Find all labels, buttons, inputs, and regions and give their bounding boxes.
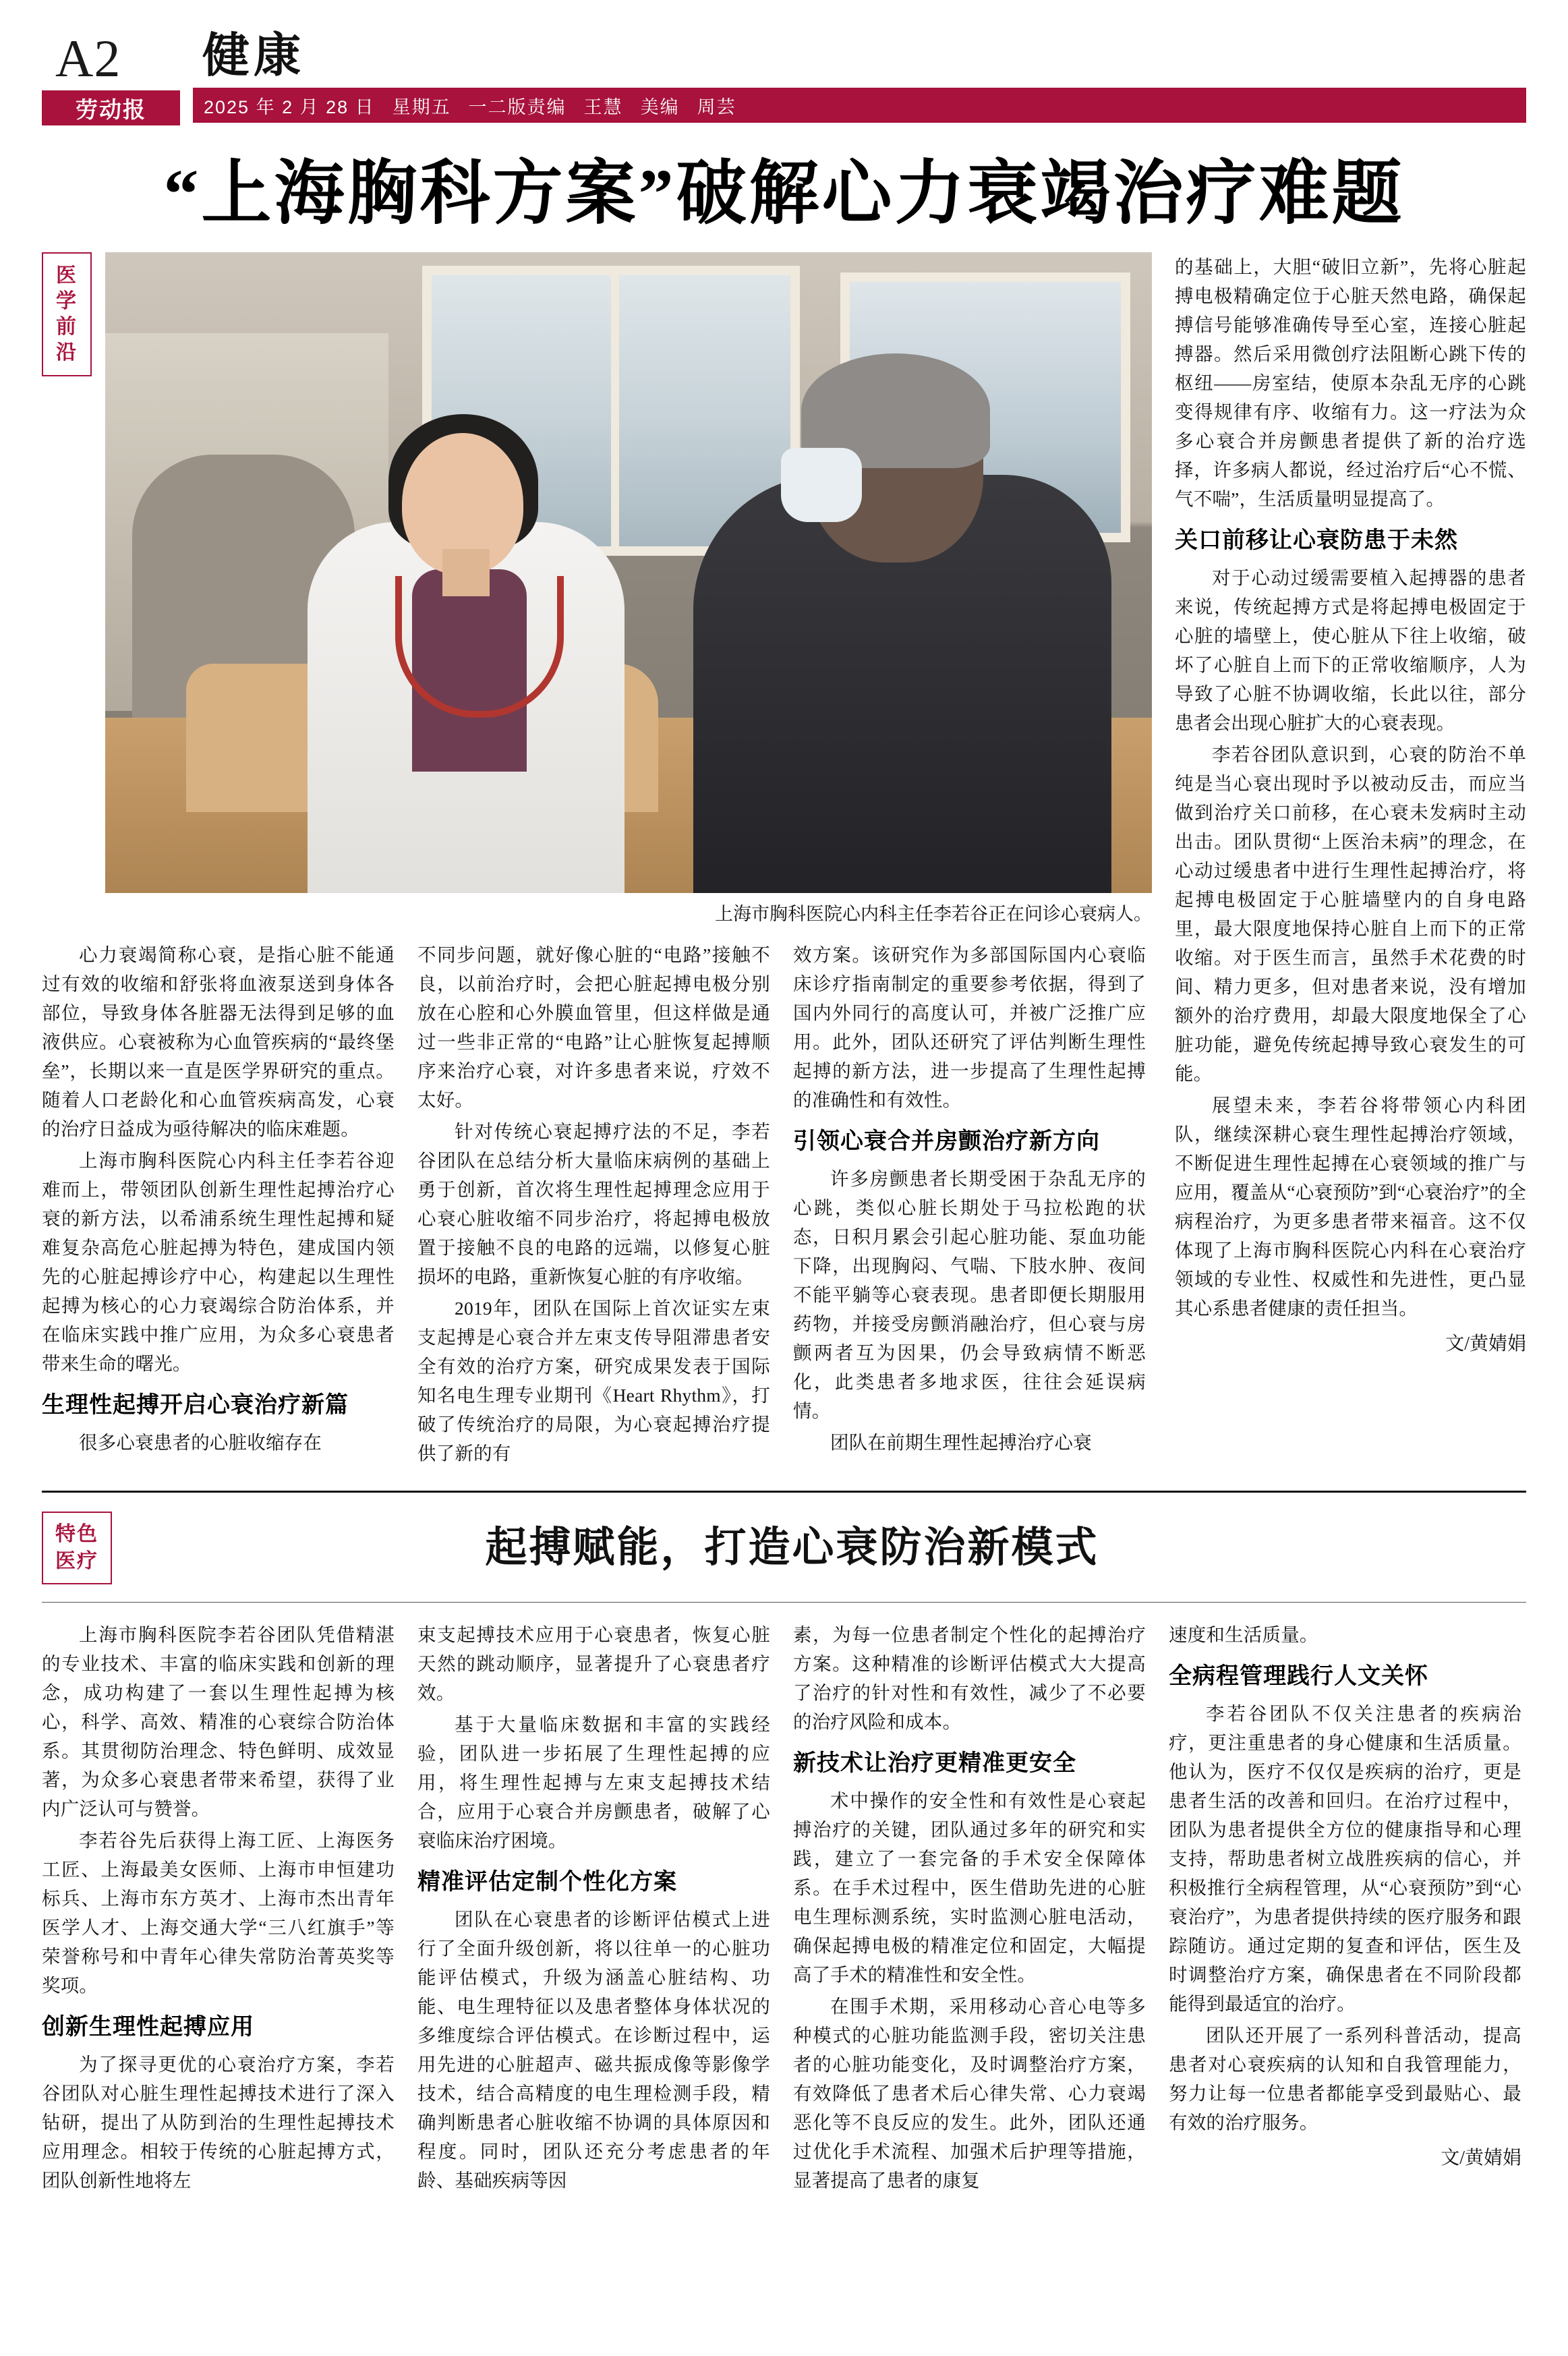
paragraph: 2019年，团队在国际上首次证实左束支起搏是心衰合并左束支传导阻滞患者安全有效的治疗方案，研究成果发表于国际知名电生理专业期刊《Heart Rhythm》，打破了传统治疗的局限，为心衰起搏治疗提供了新的有 — [417, 1298, 770, 1464]
feature-byline: 文/黄婧娟 — [1441, 2148, 1521, 2168]
section-title: 健康 — [202, 30, 305, 82]
paragraph: 速度和生活质量。 — [1169, 1624, 1318, 1645]
paragraph: 李若谷团队不仅关注患者的疾病治疗，更注重患者的身心健康和生活质量。他认为，医疗不仅仅是疾病的治疗，更是患者生活的改善和回归。在治疗过程中，团队为患者提供全方位的健康指导和心理支持，帮助患者树立战胜疾病的信心，并积极推行全病程管理，从“心衰预防”到“心衰治疗”，为患者提供持续的医疗服务和跟踪随访。通过定期的复查和评估，医生及时调整治疗方案，确保患者在不同阶段都能得到最适宜的治疗。 — [1169, 1703, 1521, 2014]
paragraph: 展望未来，李若谷将带领心内科团队，继续深耕心衰生理性起搏治疗领域，不断促进生理性起搏在心衰领域的推广与应用，覆盖从“心衰预防”到“心衰治疗”的全病程治疗，为更多患者带来福音。这不仅体现了上海市胸科医院心内科在心衰治疗领域的专业性、权威性和先进性，更凸显其心系患者健康的责任担当。 — [1175, 1095, 1526, 1319]
section-divider — [42, 1491, 1526, 1493]
masthead — [42, 30, 1526, 131]
art-editor-label: 美编 — [640, 96, 680, 117]
issue-weekday: 星期五 — [392, 96, 451, 117]
article-photo — [105, 252, 1152, 893]
editor-name: 王慧 — [583, 96, 623, 117]
paragraph: 很多心衰患者的心脏收缩存在 — [79, 1432, 322, 1453]
feature-column-2 — [417, 1620, 770, 2197]
paragraph: 在围手术期，采用移动心音心电等多种模式的心脏功能监测手段，密切关注患者的心脏功能变化，及时调整治疗方案，有效降低了患者术后心律失常、心力衰竭恶化等不良反应的发生。此外，团队还通过优化手术流程、加强术后护理等措施，显著提高了患者的康复 — [793, 1996, 1146, 2191]
article-main — [42, 252, 1526, 1470]
paragraph: 基于大量临床数据和丰富的实践经验，团队进一步拓展了生理性起搏的应用，将生理性起搏与左束支起搏技术结合，应用于心衰合并房颤患者，破解了心衰临床治疗困境。 — [417, 1714, 770, 1851]
paragraph: 上海市胸科医院李若谷团队凭借精湛的专业技术、丰富的临床实践和创新的理念，成功构建了一套以生理性起搏为核心，科学、高效、精准的心衰综合防治体系。其贯彻防治理念、特色鲜明、成效显著，为众多心衰患者带来希望，获得了业内广泛认可与赞誉。 — [42, 1624, 395, 1819]
art-editor-name: 周芸 — [697, 96, 736, 117]
paragraph: 为了探寻更优的心衰治疗方案，李若谷团队对心脏生理性起搏技术进行了深入钻研，提出了从防到治的生理性起搏技术应用理念。相较于传统的心脏起搏方式，团队创新性地将左 — [42, 2054, 395, 2191]
article-column-4 — [1175, 252, 1526, 1359]
article-byline: 文/黄婧娟 — [1445, 1333, 1526, 1354]
article-column-3 — [793, 940, 1146, 1470]
subheading-af-treatment: 引领心衰合并房颤治疗新方向 — [793, 1129, 1100, 1154]
article-headline: “上海胸科方案”破解心力衰竭治疗难题 — [163, 155, 1405, 233]
photo-doctor-neck — [442, 549, 490, 596]
paragraph: 束支起搏技术应用于心衰患者，恢复心脏天然的跳动顺序，显著提升了心衰患者疗效。 — [417, 1624, 770, 1703]
article-column-2 — [417, 940, 770, 1470]
paragraph: 不同步问题，就好像心脏的“电路”接触不良，以前治疗时，会把心脏起搏电极分别放在心腔和心外膜血管里，但这样做是通过一些非正常的“电路”让心脏恢复起搏顺序来治疗心衰，对许多患者来说，疗效不太好。 — [417, 944, 770, 1110]
page-number: A2 — [55, 29, 121, 88]
subheading-physiologic-pacing: 生理性起搏开启心衰治疗新篇 — [42, 1393, 349, 1418]
paragraph: 李若谷先后获得上海工匠、上海医务工匠、上海最美女医师、上海市申恒建功标兵、上海市东方英才、上海市杰出青年医学人才、上海交通大学“三八红旗手”等荣誉称号和中青年心律失常防治菁英奖等奖项。 — [42, 1830, 395, 1996]
photo-caption: 上海市胸科医院心内科主任李若谷正在问诊心衰病人。 — [715, 904, 1152, 924]
masthead-meta — [193, 88, 1526, 123]
feature-divider — [42, 1602, 1526, 1603]
feature-column-1 — [42, 1620, 395, 2197]
article-column-1 — [42, 940, 395, 1470]
article-feature — [42, 1512, 1526, 2197]
subheading-prevention: 关口前移让心衰防患于未然 — [1175, 528, 1458, 553]
paragraph: 对于心动过缓需要植入起搏器的患者来说，传统起搏方式是将起搏电极固定于心脏的墙壁上，使心脏从下往上收缩，破坏了心脏自上而下的正常收缩顺序，人为导致了心脏不协调收缩，长此以往，部分患者会出现心脏扩大的心衰表现。 — [1175, 567, 1526, 733]
paragraph: 团队在前期生理性起搏治疗心衰 — [830, 1432, 1092, 1453]
photo-row — [42, 252, 1152, 893]
newspaper-logo: 劳动报 — [42, 90, 180, 125]
section-badge-frontier: 医学前沿 — [42, 252, 92, 376]
paragraph: 针对传统心衰起搏疗法的不足，李若谷团队在总结分析大量临床病例的基础上勇于创新，首次将生理性起搏理念应用于心衰心脏收缩不同步治疗，将起搏电极放置于接触不良的电路的远端，以修复心脏损坏的电路，重新恢复心脏的有序收缩。 — [417, 1121, 770, 1287]
article-left-block — [42, 252, 1152, 1470]
feature-column-3 — [793, 1620, 1146, 2197]
subheading-whole-course-care: 全病程管理践行人文关怀 — [1169, 1664, 1428, 1689]
paragraph: 心力衰竭简称心衰，是指心脏不能通过有效的收缩和舒张将血液泵送到身体各部位，导致身体各脏器无法得到足够的血液供应。心衰被称为心血管疾病的“最终堡垒”，长期以来一直是医学界研究的重点。随着人口老龄化和心血管疾病高发，心衰的治疗日益成为亟待解决的临床难题。 — [42, 944, 395, 1139]
section-badge-specialty: 特色医疗 — [42, 1512, 112, 1584]
masthead-left — [42, 30, 193, 131]
subheading-assessment: 精准评估定制个性化方案 — [417, 1870, 677, 1895]
feature-columns — [42, 1620, 1526, 2197]
paragraph: 李若谷团队意识到，心衰的防治不单纯是当心衰出现时予以被动反击，而应当做到治疗关口前移，在心衰未发病时主动出击。团队贯彻“上医治未病”的理念，在心动过缓患者中进行生理性起搏治疗，将起搏电极固定于心脏墙壁内的自身电路里，最大限度地保持心脏自上而下的正常收缩。对于医生而言，虽然手术花费的时间、精力更多，但对患者来说，没有增加额外的治疗费用，却最大限度地保全了心脏功能，避免传统起搏导致心衰发生的可能。 — [1175, 744, 1526, 1084]
masthead-right — [193, 30, 1526, 131]
feature-header — [42, 1512, 1526, 1584]
paragraph: 团队在心衰患者的诊断评估模式上进行了全面升级创新，将以往单一的心脏功能评估模式，升级为涵盖心脏结构、功能、电生理特征以及患者整体身体状况的多维度综合评估模式。在诊断过程中，运用先进的心脏超声、磁共振成像等影像学技术，结合高精度的电生理检测手段，精确判断患者心脏收缩不协调的具体原因和程度。同时，团队还充分考虑患者的年龄、基础疾病等因 — [417, 1909, 770, 2191]
paragraph: 效方案。该研究作为多部国际国内心衰临床诊疗指南制定的重要参考依据，得到了国内外同行的高度认可，并被广泛推广应用。此外，团队还研究了评估判断生理性起搏的新方法，进一步提高了生理性起搏的准确性和有效性。 — [793, 944, 1146, 1110]
paragraph: 术中操作的安全性和有效性是心衰起搏治疗的关键，团队通过多年的研究和实践，建立了一套完备的手术安全保障体系。在手术过程中，医生借助先进的心脏电生理标测系统，实时监测心脏电活动，确保起搏电极的精准定位和固定，大幅提高了手术的精准性和安全性。 — [793, 1790, 1146, 1985]
article-text-columns — [42, 940, 1152, 1470]
paragraph: 团队还开展了一系列科普活动，提高患者对心衰疾病的认知和自我管理能力，努力让每一位患者都能享受到最贴心、最有效的治疗服务。 — [1169, 2025, 1521, 2133]
face-mask-icon — [781, 448, 862, 522]
edition-label: 一二版责编 — [468, 96, 567, 117]
paragraph: 素，为每一位患者制定个性化的起搏治疗方案。这种精准的诊断评估模式大大提高了治疗的针对性和有效性，减少了不必要的治疗风险和成本。 — [793, 1624, 1146, 1732]
subheading-innovation: 创新生理性起搏应用 — [42, 2015, 254, 2040]
issue-date: 2025 年 2 月 28 日 — [204, 96, 375, 117]
paragraph: 上海市胸科医院心内科主任李若谷迎难而上，带领团队创新生理性起搏治疗心衰的新方法，以希浦系统生理性起搏和疑难复杂高危心脏起搏为特色，建成国内领先的心脏起搏诊疗中心，构建起以生理性起搏为核心的心力衰竭综合防治体系，并在临床实践中推广应用，为众多心衰患者带来生命的曙光。 — [42, 1150, 395, 1374]
feature-title: 起搏赋能，打造心衰防治新模式 — [485, 1525, 1099, 1571]
paragraph: 的基础上，大胆“破旧立新”，先将心脏起搏电极精确定位于心脏天然电路，确保起搏信号能够准确传导至心室，连接心脏起搏器。然后采用微创疗法阻断心跳下传的枢纽——房室结，使原本杂乱无序的心跳变得规律有序、收缩有力。这一疗法为众多心衰合并房颤患者提供了新的治疗选择，许多病人都说，经过治疗后“心不慌、气不喘”，生活质量明显提高了。 — [1175, 256, 1526, 509]
feature-column-4 — [1169, 1620, 1521, 2197]
subheading-new-technology: 新技术让治疗更精准更安全 — [793, 1751, 1076, 1776]
paragraph: 许多房颤患者长期受困于杂乱无序的心跳，类似心脏长期处于马拉松跑的状态，日积月累会引起心脏功能、泵血功能下降，出现胸闷、气喘、下肢水肿、夜间不能平躺等心衰表现。患者即便长期服用药物，并接受房颤消融治疗，但心衰与房颤两者互为因果，仍会导致病情不断恶化，此类患者多地求医，往往会延误病情。 — [793, 1168, 1146, 1421]
